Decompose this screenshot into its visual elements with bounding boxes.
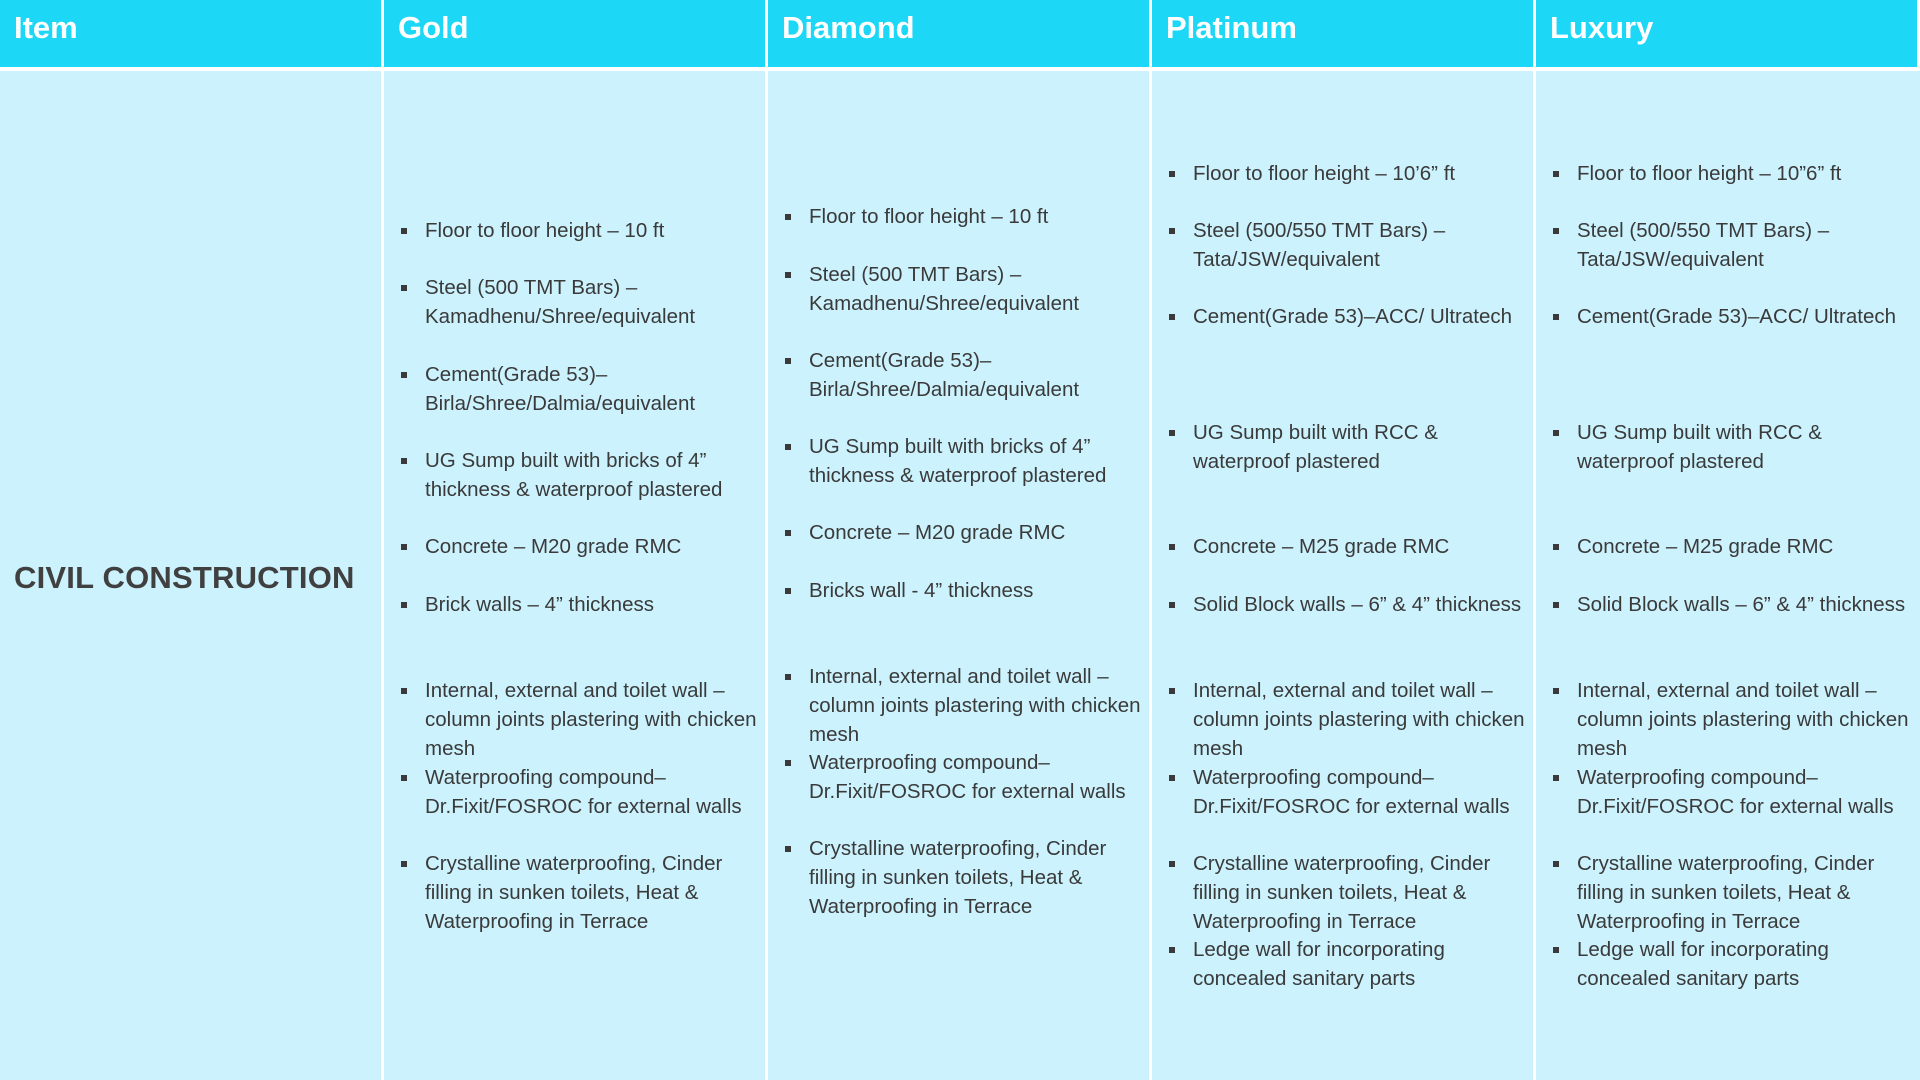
diamond-spec-item: Concrete – M20 grade RMC bbox=[782, 518, 1065, 547]
gold-spec-item: UG Sump built with bricks of 4” thickness & waterproof plastered bbox=[398, 446, 757, 504]
platinum-spec-item: UG Sump built with RCC & waterproof plastered bbox=[1166, 418, 1525, 476]
platinum-spec-item: Waterproofing compound– Dr.Fixit/FOSROC for external walls bbox=[1166, 763, 1525, 821]
gold-cell bbox=[384, 71, 768, 1080]
luxury-spec-item: Cement(Grade 53)–ACC/ Ultratech bbox=[1550, 302, 1896, 331]
luxury-spec-item: Steel (500/550 TMT Bars) – Tata/JSW/equivalent bbox=[1550, 216, 1912, 274]
item-label: CIVIL CONSTRUCTION bbox=[14, 560, 355, 595]
diamond-spec-item: Waterproofing compound– Dr.Fixit/FOSROC for external walls bbox=[782, 748, 1141, 806]
diamond-spec-item: Cement(Grade 53)– Birla/Shree/Dalmia/equivalent bbox=[782, 346, 1141, 404]
gold-spec-item: Steel (500 TMT Bars) – Kamadhenu/Shree/equivalent bbox=[398, 273, 757, 331]
gold-spec-item: Brick walls – 4” thickness bbox=[398, 590, 654, 619]
gold-spec-item: Cement(Grade 53)– Birla/Shree/Dalmia/equivalent bbox=[398, 360, 757, 418]
gold-spec-item: Concrete – M20 grade RMC bbox=[398, 532, 681, 561]
platinum-spec-item: Concrete – M25 grade RMC bbox=[1166, 532, 1449, 561]
header-luxury: Luxury bbox=[1536, 0, 1920, 71]
luxury-spec-item: Internal, external and toilet wall – column joints plastering with chicken mesh bbox=[1550, 676, 1912, 763]
diamond-spec-item: Crystalline waterproofing, Cinder filling in sunken toilets, Heat & Waterproofing in Terrace bbox=[782, 834, 1141, 921]
platinum-cell bbox=[1152, 71, 1536, 1080]
header-diamond: Diamond bbox=[768, 0, 1152, 71]
diamond-cell bbox=[768, 71, 1152, 1080]
platinum-spec-item: Cement(Grade 53)–ACC/ Ultratech bbox=[1166, 302, 1512, 331]
platinum-spec-item: Ledge wall for incorporating concealed sanitary parts bbox=[1166, 935, 1525, 993]
luxury-spec-item: Waterproofing compound– Dr.Fixit/FOSROC for external walls bbox=[1550, 763, 1912, 821]
luxury-spec-item: UG Sump built with RCC & waterproof plastered bbox=[1550, 418, 1912, 476]
gold-spec-item: Crystalline waterproofing, Cinder filling in sunken toilets, Heat & Waterproofing in Terrace bbox=[398, 849, 757, 936]
header-platinum: Platinum bbox=[1152, 0, 1536, 71]
platinum-spec-item: Solid Block walls – 6” & 4” thickness bbox=[1166, 590, 1521, 619]
diamond-spec-item: Steel (500 TMT Bars) – Kamadhenu/Shree/equivalent bbox=[782, 260, 1141, 318]
gold-spec-item: Internal, external and toilet wall – column joints plastering with chicken mesh bbox=[398, 676, 757, 763]
platinum-spec-item: Steel (500/550 TMT Bars) – Tata/JSW/equivalent bbox=[1166, 216, 1525, 274]
luxury-spec-item: Solid Block walls – 6” & 4” thickness bbox=[1550, 590, 1905, 619]
platinum-spec-item: Crystalline waterproofing, Cinder filling in sunken toilets, Heat & Waterproofing in Terrace bbox=[1166, 849, 1525, 936]
luxury-spec-item: Floor to floor height – 10”6” ft bbox=[1550, 159, 1841, 188]
item-cell bbox=[0, 71, 384, 1080]
luxury-spec-item: Ledge wall for incorporating concealed sanitary parts bbox=[1550, 935, 1912, 993]
gold-spec-item: Waterproofing compound– Dr.Fixit/FOSROC for external walls bbox=[398, 763, 757, 821]
gold-spec-item: Floor to floor height – 10 ft bbox=[398, 216, 664, 245]
luxury-spec-item: Concrete – M25 grade RMC bbox=[1550, 532, 1833, 561]
platinum-spec-item: Floor to floor height – 10’6” ft bbox=[1166, 159, 1455, 188]
diamond-spec-item: UG Sump built with bricks of 4” thickness & waterproof plastered bbox=[782, 432, 1141, 490]
diamond-spec-item: Bricks wall - 4” thickness bbox=[782, 576, 1033, 605]
diamond-spec-item: Floor to floor height – 10 ft bbox=[782, 202, 1048, 231]
header-gold: Gold bbox=[384, 0, 768, 71]
header-item: Item bbox=[0, 0, 384, 71]
luxury-spec-item: Crystalline waterproofing, Cinder filling in sunken toilets, Heat & Waterproofing in Terrace bbox=[1550, 849, 1912, 936]
diamond-spec-item: Internal, external and toilet wall – column joints plastering with chicken mesh bbox=[782, 662, 1141, 749]
luxury-cell bbox=[1536, 71, 1920, 1080]
platinum-spec-item: Internal, external and toilet wall – column joints plastering with chicken mesh bbox=[1166, 676, 1525, 763]
